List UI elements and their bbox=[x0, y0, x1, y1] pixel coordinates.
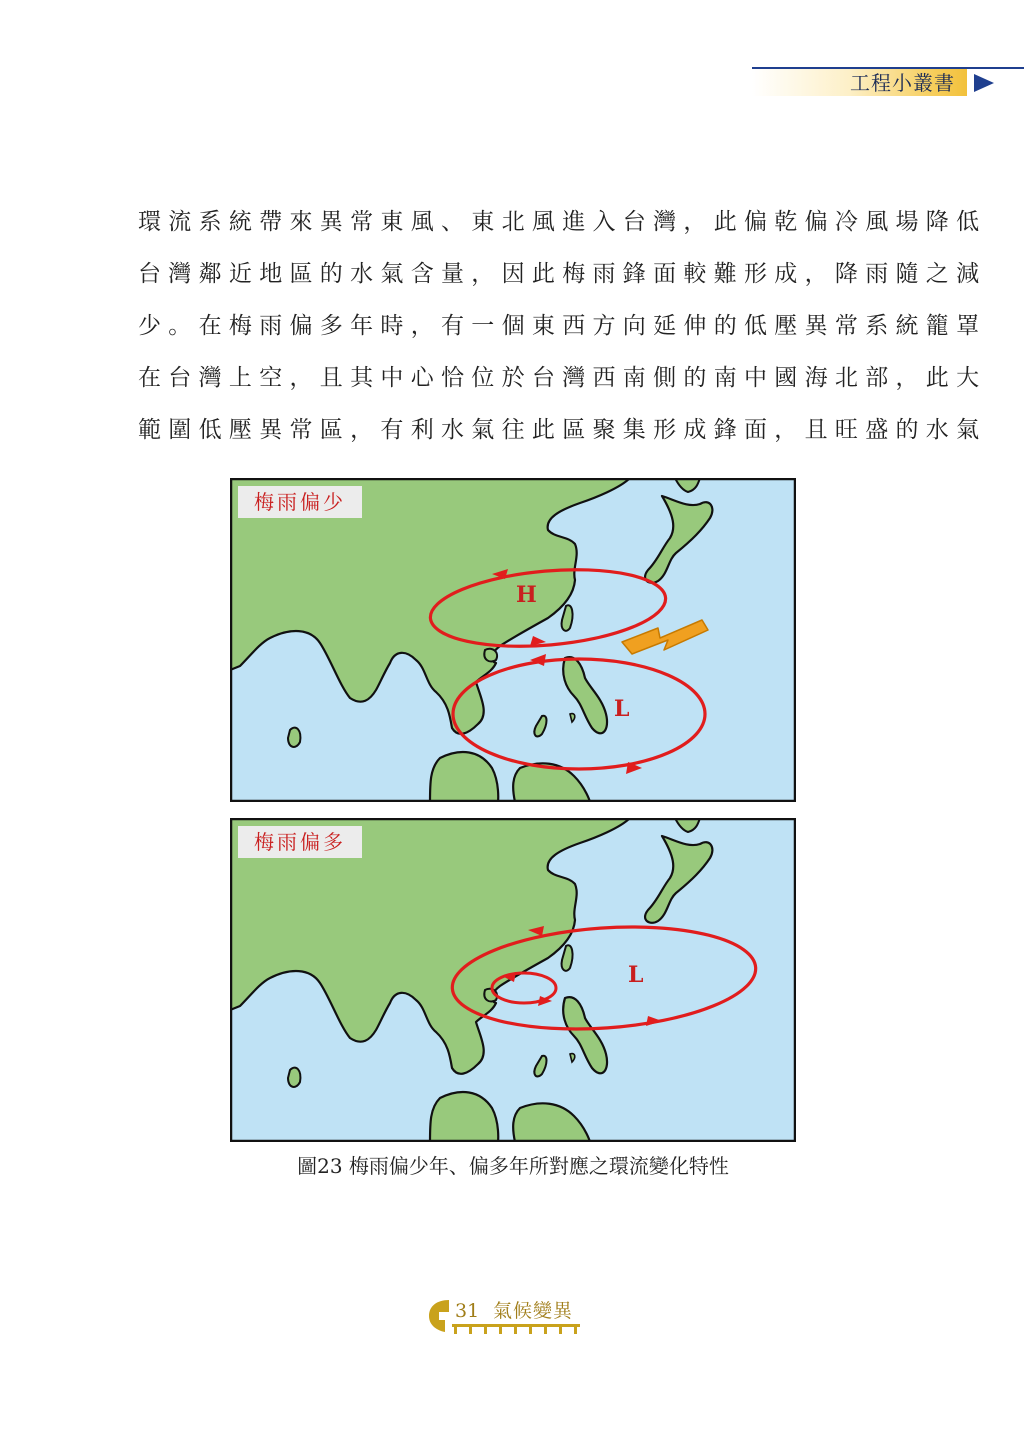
circulation-map-more-rain bbox=[230, 818, 796, 1142]
paragraph-line: 環流系統帶來異常東風、東北風進入台灣，此偏乾偏冷風場降低 bbox=[138, 209, 987, 235]
map-panel-more-rain bbox=[230, 818, 796, 1142]
paragraph-line: 少。在梅雨偏多年時，有一個東西方向延伸的低壓異常系統籠罩 bbox=[138, 313, 987, 339]
paragraph-line: 在台灣上空，且其中心恰位於台灣西南側的南中國海北部，此大 bbox=[138, 365, 987, 391]
book-title: 氣候變異 bbox=[493, 1300, 574, 1322]
high-pressure-label: H bbox=[516, 582, 537, 608]
ruler-decoration bbox=[452, 1324, 582, 1336]
panel-label-more-rain: 梅雨偏多 bbox=[238, 826, 362, 858]
series-title: 工程小叢書 bbox=[850, 71, 955, 95]
right-triangle-icon bbox=[972, 72, 996, 94]
paragraph-line: 範圍低壓異常區，有利水氣往此區聚集形成鋒面，且旺盛的水氣 bbox=[138, 417, 987, 443]
circulation-map-less-rain bbox=[230, 478, 796, 802]
low-pressure-label: L bbox=[628, 962, 644, 988]
body-paragraph bbox=[138, 196, 987, 456]
paragraph-line: 台灣鄰近地區的水氣含量，因此梅雨鋒面較難形成，降雨隨之減 bbox=[138, 261, 987, 287]
panel-label-less-rain: 梅雨偏少 bbox=[238, 486, 362, 518]
low-pressure-label: L bbox=[614, 696, 630, 722]
map-panel-less-rain bbox=[230, 478, 796, 802]
page-tab-icon bbox=[425, 1298, 451, 1334]
page-number: 31 bbox=[455, 1300, 480, 1322]
figure-caption: 圖23 梅雨偏少年、偏多年所對應之環流變化特性 bbox=[297, 1154, 729, 1178]
